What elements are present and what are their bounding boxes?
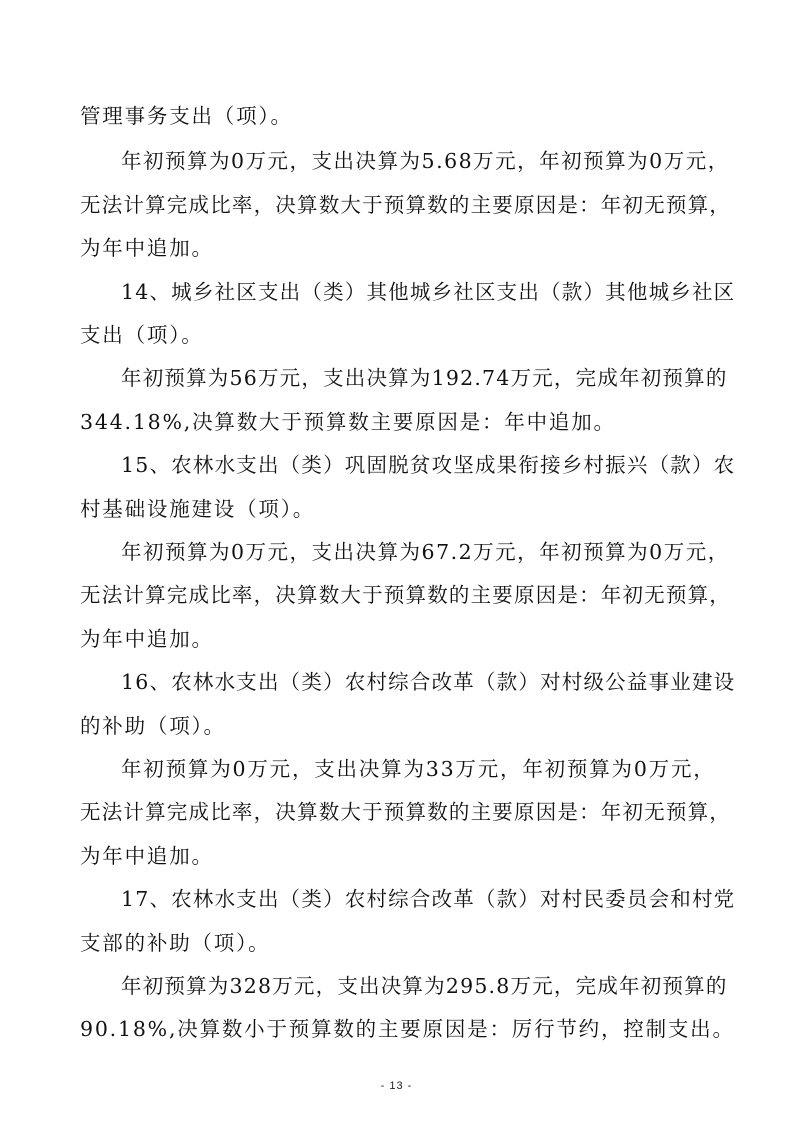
text-line: 344.18%,决算数大于预算数主要原因是：年中追加。: [80, 410, 616, 434]
text-line: 支部的补助（项）。: [80, 931, 271, 955]
text-line: 15、农林水支出（类）巩固脱贫攻坚成果衔接乡村振兴（款）农: [121, 453, 736, 477]
text-line: 年初预算为0万元，支出决算为5.68万元，年初预算为0万元，: [121, 149, 730, 173]
text-line: 为年中追加。: [80, 627, 214, 651]
text-line: 为年中追加。: [80, 844, 214, 868]
text-line: 支出（项）。: [80, 323, 204, 347]
text-line: 年初预算为0万元，支出决算为33万元，年初预算为0万元，: [121, 757, 716, 781]
text-line: 无法计算完成比率，决算数大于预算数的主要原因是：年初无预算，: [80, 800, 731, 824]
text-line: 村基础设施建设（项）。: [80, 497, 316, 521]
text-line: 管理事务支出（项）。: [80, 104, 293, 128]
text-line: 无法计算完成比率，决算数大于预算数的主要原因是：年初无预算，: [80, 193, 731, 217]
text-line: 14、城乡社区支出（类）其他城乡社区支出（款）其他城乡社区: [121, 280, 736, 304]
text-line: 年初预算为56万元，支出决算为192.74万元，完成年初预算的: [121, 366, 728, 390]
text-line: 16、农林水支出（类）农村综合改革（款）对村级公益事业建设: [121, 670, 736, 694]
page-number: - 13 -: [380, 1080, 413, 1092]
text-line: 年初预算为328万元，支出决算为295.8万元，完成年初预算的: [121, 974, 728, 998]
text-line: 17、农林水支出（类）农村综合改革（款）对村民委员会和村党: [121, 887, 736, 911]
text-line: 无法计算完成比率，决算数大于预算数的主要原因是：年初无预算，: [80, 583, 731, 607]
text-line: 的补助（项）。: [80, 714, 226, 738]
text-line: 年初预算为0万元，支出决算为67.2万元，年初预算为0万元，: [121, 540, 730, 564]
text-line: 为年中追加。: [80, 236, 214, 260]
text-line: 90.18%,决算数小于预算数的主要原因是：厉行节约，控制支出。: [80, 1017, 735, 1041]
